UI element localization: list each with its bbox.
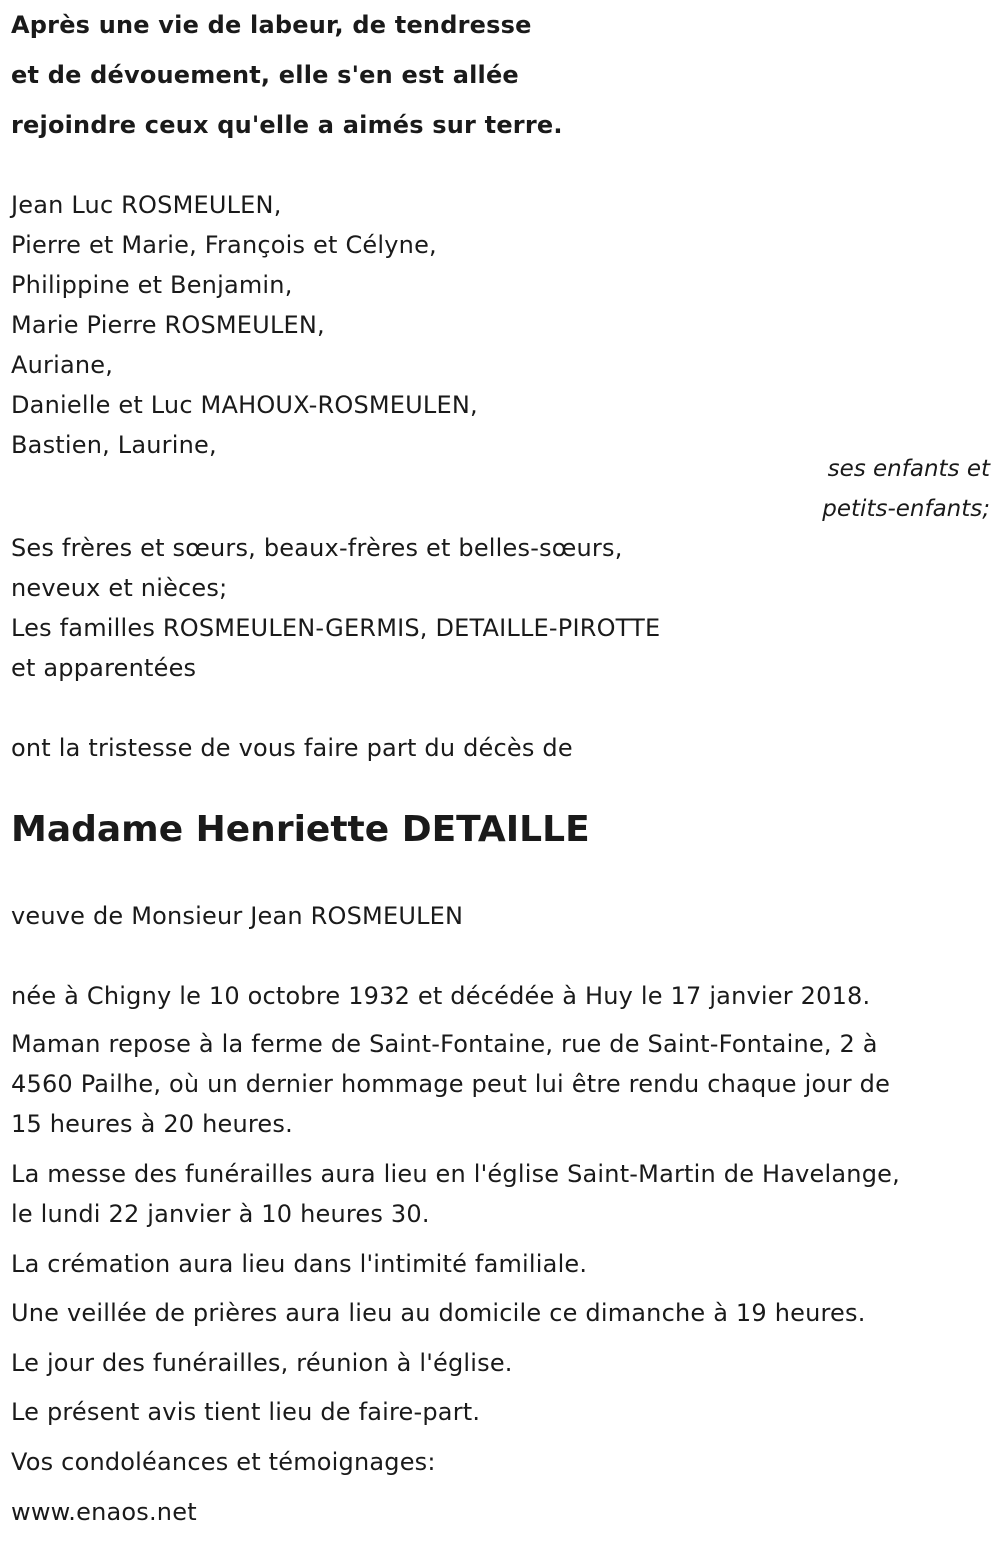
detail-line-1: née à Chigny le 10 octobre 1932 et décédée à Huy le 17 janvier 2018.: [11, 982, 871, 1010]
family-line-4: et apparentées: [11, 654, 197, 682]
children-line-7: Bastien, Laurine,: [11, 431, 217, 459]
website-link[interactable]: www.enaos.net: [11, 1498, 197, 1526]
relation-line-1: ses enfants et: [827, 456, 990, 482]
children-line-6: Danielle et Luc MAHOUX-ROSMEULEN,: [11, 391, 478, 419]
family-line-1: Ses frères et sœurs, beaux-frères et belles-sœurs,: [11, 534, 623, 562]
detail-line-8: Une veillée de prières aura lieu au domicile ce dimanche à 19 heures.: [11, 1299, 866, 1327]
detail-line-7: La crémation aura lieu dans l'intimité familiale.: [11, 1250, 588, 1278]
relation-line-2: petits-enfants;: [822, 496, 990, 522]
deceased-name: Madame Henriette DETAILLE: [11, 809, 590, 850]
children-line-2: Pierre et Marie, François et Célyne,: [11, 231, 437, 259]
detail-line-6: le lundi 22 janvier à 10 heures 30.: [11, 1200, 430, 1228]
family-line-2: neveux et nièces;: [11, 574, 228, 602]
intro-line-1: Après une vie de labeur, de tendresse: [11, 11, 532, 39]
children-line-3: Philippine et Benjamin,: [11, 271, 293, 299]
detail-line-2: Maman repose à la ferme de Saint-Fontaine, rue de Saint-Fontaine, 2 à: [11, 1030, 878, 1058]
children-line-1: Jean Luc ROSMEULEN,: [11, 191, 282, 219]
detail-line-9: Le jour des funérailles, réunion à l'église.: [11, 1349, 513, 1377]
family-line-3: Les familles ROSMEULEN-GERMIS, DETAILLE-PIROTTE: [11, 614, 661, 642]
intro-line-2: et de dévouement, elle s'en est allée: [11, 61, 519, 89]
children-line-4: Marie Pierre ROSMEULEN,: [11, 311, 325, 339]
detail-line-3: 4560 Pailhe, où un dernier hommage peut lui être rendu chaque jour de: [11, 1070, 891, 1098]
detail-line-11: Vos condoléances et témoignages:: [11, 1448, 436, 1476]
detail-line-5: La messe des funérailles aura lieu en l'église Saint-Martin de Havelange,: [11, 1160, 900, 1188]
children-line-5: Auriane,: [11, 351, 114, 379]
widow-of: veuve de Monsieur Jean ROSMEULEN: [11, 902, 464, 930]
detail-line-10: Le présent avis tient lieu de faire-part.: [11, 1398, 481, 1426]
announcement: ont la tristesse de vous faire part du décès de: [11, 734, 573, 762]
detail-line-4: 15 heures à 20 heures.: [11, 1110, 293, 1138]
intro-line-3: rejoindre ceux qu'elle a aimés sur terre.: [11, 111, 563, 139]
